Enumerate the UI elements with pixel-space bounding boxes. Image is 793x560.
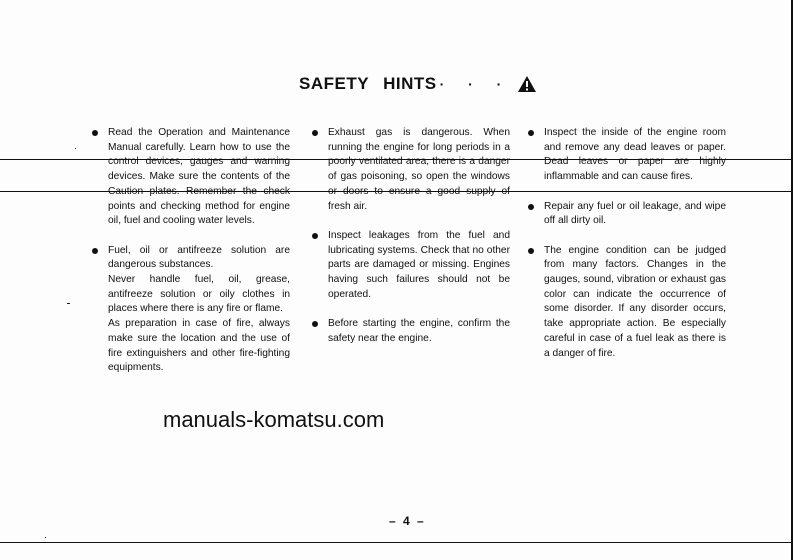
column-2 [310,126,510,361]
hint-item [310,229,510,303]
column-3 [526,126,726,376]
watermark-text: manuals-komatsu.com [163,407,385,432]
hint-text: Read the Operation and Maintenance Manual carefully. Learn how to use the control devices, gauges and warning devices. Make sure the contents of the Caution plates. Remember the check points and checking method for engine oil, fuel and cooling water levels. [108,127,290,227]
hint-item [90,126,290,229]
hint-text: Exhaust gas is dangerous. When running the engine for long periods in a poorly ventilated area, there is a danger of gas poisoning, so open the windows or doors to ensure a good supply of fresh air. [328,127,510,212]
hint-item [526,200,726,229]
hint-text: Fuel, oil or antifreeze solution are dangerous substances. [108,244,290,271]
bullet-icon [312,130,318,136]
bullet-icon [312,321,318,327]
scan-line-bottom [0,542,793,543]
hint-text: Inspect the inside of the engine room and remove any dead leaves or paper. Dead leaves or paper are highly inflammable and can cause fires. [544,127,726,183]
hint-item [310,317,510,346]
hint-text: As preparation in case of fire, always make sure the location and the use of fire extinguishers and other fire-fighting equipments. [108,318,290,374]
hint-item [526,126,726,185]
bullet-icon [528,204,534,210]
hint-text: The engine condition can be judged from many factors. Changes in the gauges, sound, vibration or exhaust gas color can indicate the occurrence of some disorder. If any disorder occurs, take appropriate action. Be especially careful in case of a fuel leak as there is a danger of fire. [544,244,726,359]
page-title [299,74,537,94]
scan-speck [75,148,76,149]
bullet-icon [92,130,98,136]
bullet-icon [528,130,534,136]
warning-triangle-icon [517,75,537,93]
hint-text: Never handle fuel, oil, grease, antifreeze solution or oily clothes in places where there is any fire or flame. [108,274,290,315]
hint-text: Inspect leakages from the fuel and lubricating systems. Check that no other parts are damaged or missing. Engines having such failures should not be operated. [328,229,510,300]
title-word-safety: SAFETY [299,74,370,93]
bullet-icon [528,248,534,254]
bullet-icon [92,248,98,254]
page-number: – 4 – [389,514,426,528]
title-dots: · · · [439,76,512,92]
hint-item [90,244,290,376]
scan-speck [67,303,70,304]
hint-item [526,244,726,362]
hint-item [310,126,510,214]
hint-text: Repair any fuel or oil leakage, and wipe off all dirty oil. [544,200,726,227]
column-1 [90,126,290,391]
title-word-hints: HINTS [383,74,437,93]
hint-text: Before starting the engine, confirm the safety near the engine. [328,318,510,344]
bullet-icon [312,233,318,239]
scan-speck [45,537,46,538]
